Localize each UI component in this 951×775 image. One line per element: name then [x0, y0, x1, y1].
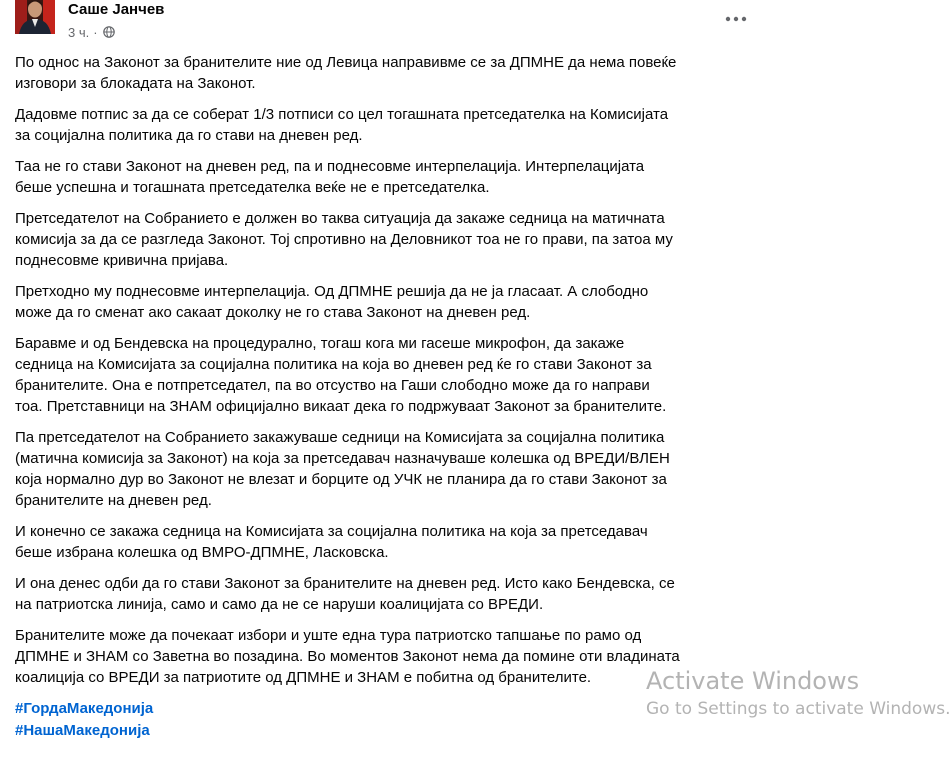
- post-paragraph: [15, 625, 775, 688]
- hashtag-list: [15, 698, 775, 742]
- paragraph-line: Па претседателот на Собранието закажуваше седници на Комисијата за социјална политика: [15, 429, 665, 446]
- hashtag-link[interactable]: #ГордаМакедонија: [15, 700, 154, 717]
- paragraph-line: за социјална политика да го стави на дневен ред.: [15, 127, 363, 144]
- paragraph-line: бранителите на дневен ред.: [15, 492, 212, 509]
- avatar-image: [15, 0, 55, 34]
- post-paragraph: [15, 156, 775, 198]
- paragraph-line: ДПМНЕ и ЗНАМ со Заветна во позадина. Во моментов Законот нема да помине оти владината: [15, 648, 680, 665]
- paragraph-line: И конечно се закажа седница на Комисијата за социјална политика на која за претседавач: [15, 523, 648, 540]
- watermark-subtitle: Go to Settings to activate Windows.: [646, 699, 951, 719]
- meta-separator: ·: [93, 24, 98, 40]
- paragraph-line: седница на Комисијата за социјална политика на која во дневен ред ќе го стави Законот за: [15, 356, 652, 373]
- paragraph-line: По однос на Законот за бранителите ние од Левица направивме се за ДПМНЕ да нема повеќе: [15, 54, 677, 71]
- paragraph-line: поднесовме кривична пријава.: [15, 252, 229, 269]
- post-paragraph: [15, 573, 775, 615]
- globe-icon[interactable]: [103, 26, 115, 38]
- author-avatar[interactable]: [15, 0, 55, 34]
- paragraph-line: бранителите. Она е потпретседател, па во отсуство на Гаши слободно може да го направи: [15, 377, 650, 394]
- paragraph-line: коалиција со ВРЕДИ за патриотите од ДПМНЕ и ЗНАМ е побитна од бранителите.: [15, 669, 592, 686]
- more-options-button[interactable]: [718, 6, 754, 32]
- post-paragraph: [15, 521, 775, 563]
- paragraph-line: на патриотска линија, само и само да не се наруши коалицијата со ВРЕДИ.: [15, 596, 544, 613]
- post-paragraph: [15, 427, 775, 511]
- paragraph-line: може да го сменат ако сакаат доколку не го става Законот на дневен ред.: [15, 304, 531, 321]
- paragraph-line: Баравме и од Бендевска на процедурално, тогаш кога ми гасеше микрофон, да закаже: [15, 335, 625, 352]
- post-timestamp[interactable]: 3 ч.: [68, 24, 90, 40]
- paragraph-line: (матична комисија за Законот) на која за претседавач назначуваше колешка од ВРЕДИ/ВЛЕН: [15, 450, 670, 467]
- more-horizontal-icon: [724, 16, 748, 22]
- post-paragraph: [15, 333, 775, 417]
- paragraph-line: изговори за блокадата на Законот.: [15, 75, 256, 92]
- paragraph-line: беше избрана колешка од ВМРО-ДПМНЕ, Ласковска.: [15, 544, 389, 561]
- post-paragraph: [15, 52, 775, 94]
- post-paragraph: [15, 281, 775, 323]
- paragraph-line: Претходно му поднесовме интерпелација. Од ДПМНЕ решија да не ја гласаат. А слободно: [15, 283, 649, 300]
- paragraph-line: Таа не го стави Законот на дневен ред, па и поднесовме интерпелација. Интерпелацијата: [15, 158, 645, 175]
- paragraph-line: комисија за да се разгледа Законот. Тој спротивно на Деловникот тоа не го прави, па затоа му: [15, 231, 673, 248]
- paragraph-line: беше успешна и тогашната претседателка веќе не е претседателка.: [15, 179, 490, 196]
- paragraph-line: Претседателот на Собранието е должен во таква ситуација да закаже седница на матичната: [15, 210, 665, 227]
- paragraph-line: Дадовме потпис за да се соберат 1/3 потписи со цел тогашната претседателка на Комисијата: [15, 106, 669, 123]
- paragraph-line: Бранителите може да почекаат избори и уште една тура патриотско тапшање по рамо од: [15, 627, 642, 644]
- watermark-title: Activate Windows: [646, 667, 860, 695]
- hashtag-link[interactable]: #НашаМакедонија: [15, 722, 150, 739]
- paragraph-line: И она денес одби да го стави Законот за бранителите на дневен ред. Исто како Бендевска, се: [15, 575, 675, 592]
- post-meta: [68, 24, 115, 40]
- post-text: [15, 52, 775, 742]
- paragraph-line: која нормално дур во Законот не влезат и борците од УЧК не планира да го стави Законот за: [15, 471, 667, 488]
- post-paragraph: [15, 104, 775, 146]
- author-name[interactable]: Саше Јанчев: [68, 1, 165, 18]
- paragraph-line: тоа. Претставници на ЗНАМ официјално викаат дека го подржуваат Законот за бранителите.: [15, 398, 667, 415]
- post-header: [0, 0, 784, 44]
- post-paragraph: [15, 208, 775, 271]
